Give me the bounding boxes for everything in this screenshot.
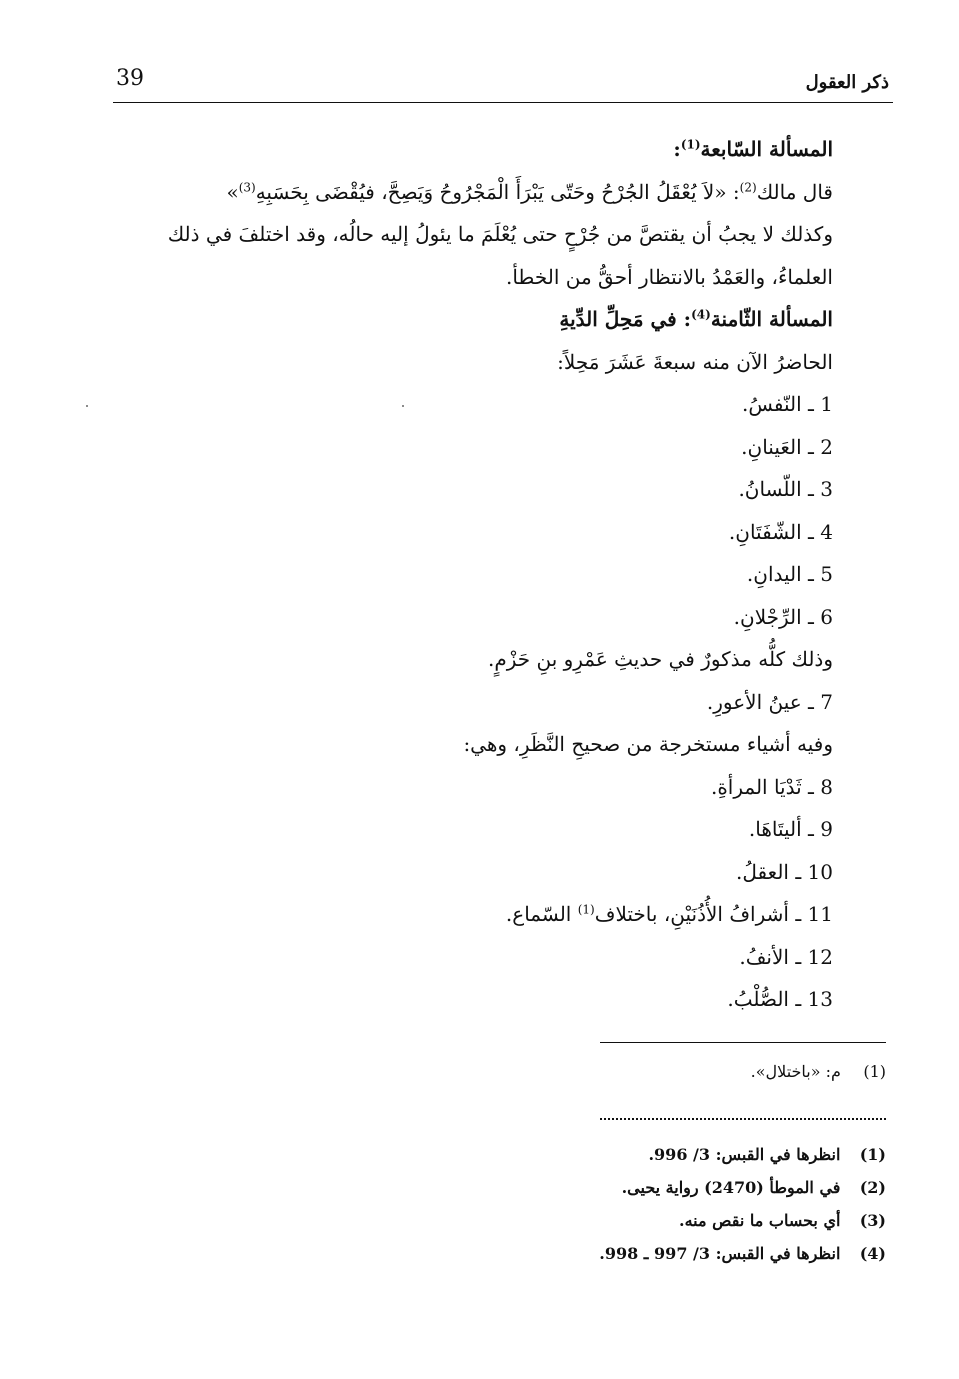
paragraph-line: العلماءُ، والعَمْدُ بالانتظار أحقُّ من الخطأ. <box>505 264 833 289</box>
list-item: 1 ـ النّفسُ. <box>742 392 833 416</box>
footnote-number: (2) <box>859 1178 886 1197</box>
variant-footnotes <box>300 1055 886 1088</box>
seventh-heading-text: المسألة السّابعة <box>700 137 833 161</box>
seventh-heading <box>113 128 833 171</box>
list-item: 5 ـ اليدانِ. <box>746 562 833 586</box>
seventh-heading-tail: : <box>673 137 681 161</box>
footnote-text: انظرها في القبس: 3/ 996. <box>648 1145 841 1164</box>
list-item: 9 ـ أليتَاهَا. <box>748 817 833 841</box>
footnote-ref: (2) <box>739 179 757 194</box>
list-item: 2 ـ العَينانِ. <box>741 434 833 459</box>
quote-close: » <box>226 179 239 204</box>
footnote <box>300 1237 886 1270</box>
footnote-text: في الموطأ (2470) رواية يحيى. <box>621 1178 841 1197</box>
scan-speck <box>86 405 88 407</box>
main-text <box>113 128 833 1021</box>
list-item: 3 ـ اللّسانُ. <box>738 477 833 501</box>
footnote <box>300 1171 886 1204</box>
footnote <box>300 1055 886 1088</box>
footnote <box>300 1204 886 1237</box>
eighth-heading <box>113 298 833 341</box>
list-item: 13 ـ الصُّلْبُ. <box>727 987 833 1011</box>
footnote <box>300 1138 886 1171</box>
running-title: ذكر العقول <box>805 72 889 93</box>
list-item: 7 ـ عينُ الأعورِ. <box>706 689 833 714</box>
list-item: 10 ـ العقلُ. <box>736 859 833 884</box>
malik-quote: : «لاَ يُعْقَلُ الجُرْحُ وحَتّى يَبْرَأَ الْمَجْرُوحُ وَيَصِحَّ، فيُقْضَى بِحَسَبِهِ <box>255 179 740 204</box>
eighth-heading-text: المسألة الثّامنة <box>710 307 833 331</box>
malik-prefix: قال مالك <box>756 179 833 204</box>
item11-text: 11 ـ أشرافُ الأُذُنَيْنِ، باختلاف <box>594 902 833 926</box>
paragraph-line: وكذلك لا يجبُ أن يقتصَّ من جُرْحٍ حتى يُعْلَمَ ما يئولُ إليه حالُه، وقد اختلفَ في ذلك <box>167 222 833 246</box>
dotted-separator <box>600 1118 886 1120</box>
list-item: 12 ـ الأنفُ. <box>739 944 833 969</box>
eighth-heading-tail: : في مَحِلِّ الدِّيةِ <box>559 307 692 331</box>
malik-quote-line <box>113 171 833 214</box>
footnote-ref: (1) <box>680 137 701 152</box>
list-item <box>113 893 833 936</box>
item11-suffix: السّماع. <box>505 902 578 926</box>
footnote-text: انظرها في القبس: 3/ 997 ـ 998. <box>599 1244 841 1263</box>
footnote-ref: (4) <box>691 307 711 322</box>
list-item: 8 ـ ثَدْيَا المرأةِ. <box>710 774 833 799</box>
header-rule <box>113 102 893 103</box>
footnote-separator <box>600 1042 886 1043</box>
list-item: 4 ـ الشّفَتَانِ. <box>728 519 833 544</box>
note-line: وذلك كلُّه مذكورٌ في حديثِ عَمْرِو بنِ حَزْمٍ. <box>487 647 833 671</box>
footnote-number: (3) <box>859 1211 886 1230</box>
footnote-ref: (3) <box>238 179 256 194</box>
footnote-number: (4) <box>859 1244 886 1263</box>
footnote-number: (1) <box>863 1062 886 1081</box>
scan-speck <box>402 405 404 407</box>
intro-line: الحاضرُ الآن منه سبعةَ عَشَرَ مَحِلاً: <box>557 349 833 374</box>
footnote-ref: (1) <box>577 902 595 917</box>
note-line: وفيه أشياء مستخرجة من صحيحِ النَّظَرِ، وهي: <box>463 732 833 756</box>
footnote-text: م: «باختلال». <box>750 1062 841 1081</box>
footnote-text: أي بحساب ما نقص منه. <box>679 1211 841 1230</box>
page-number: 39 <box>116 66 144 91</box>
list-item: 6 ـ الرِّجْلانِ. <box>733 604 833 629</box>
footnote-number: (1) <box>859 1145 886 1164</box>
source-footnotes <box>300 1138 886 1270</box>
